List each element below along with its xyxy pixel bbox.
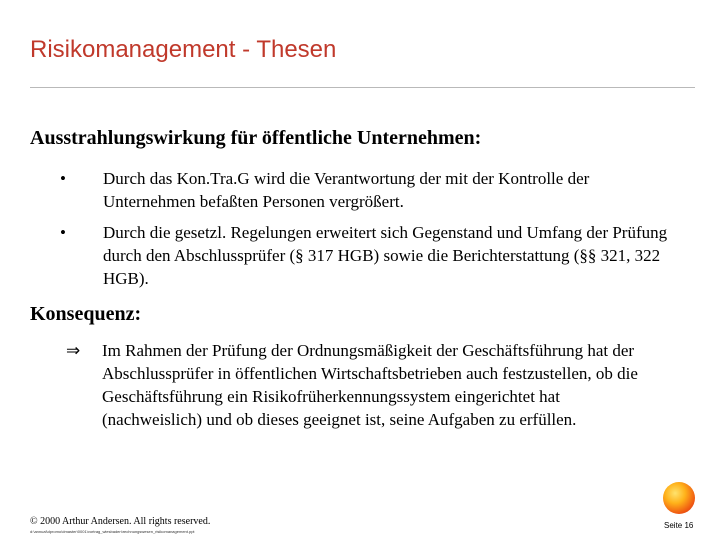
- section-heading-ausstrahlung: Ausstrahlungswirkung für öffentliche Unternehmen:: [30, 127, 482, 149]
- footer-copyright: © 2000 Arthur Andersen. All rights reserved.: [30, 516, 211, 527]
- implies-arrow-icon: ⇒: [66, 341, 81, 360]
- bullet-text-1: Durch das Kon.Tra.G wird die Verantwortung der mit der Kontrolle der Unternehmen befaßten Personen vergrößert.: [103, 169, 590, 211]
- footer-file-path: d:\annual\dpromo\dmaster\0001\vortrag_wiesbaden\rechnungswesen_risikomanagement.ppt: [30, 529, 195, 534]
- section-heading-konsequenz: Konsequenz:: [30, 303, 142, 325]
- bullet-dot-icon: •: [60, 223, 66, 242]
- title-divider: [30, 87, 695, 88]
- orange-sphere-logo-icon: [663, 482, 695, 514]
- bullet-text-2: Durch die gesetzl. Regelungen erweitert sich Gegenstand und Umfang der Prüfung durch den Abschlussprüfer (§ 317 HGB) sowie die Berichterstattung (§§ 321, 322 HGB).: [103, 223, 668, 288]
- page-number: Seite 16: [664, 521, 694, 530]
- consequence-text: Im Rahmen der Prüfung der Ordnungsmäßigkeit der Geschäftsführung hat der Abschlussprüfer in öffentlichen Wirtschaftsbetrieben auch festzustellen, ob die Geschäftsführung ein Risikofrüherkennungssystem eingerichtet hat (nachweislich) und ob dieses geeignet ist, seine Aufgaben zu erfüllen.: [102, 341, 638, 429]
- slide-title: Risikomanagement - Thesen: [30, 36, 337, 63]
- bullet-dot-icon: •: [60, 169, 66, 188]
